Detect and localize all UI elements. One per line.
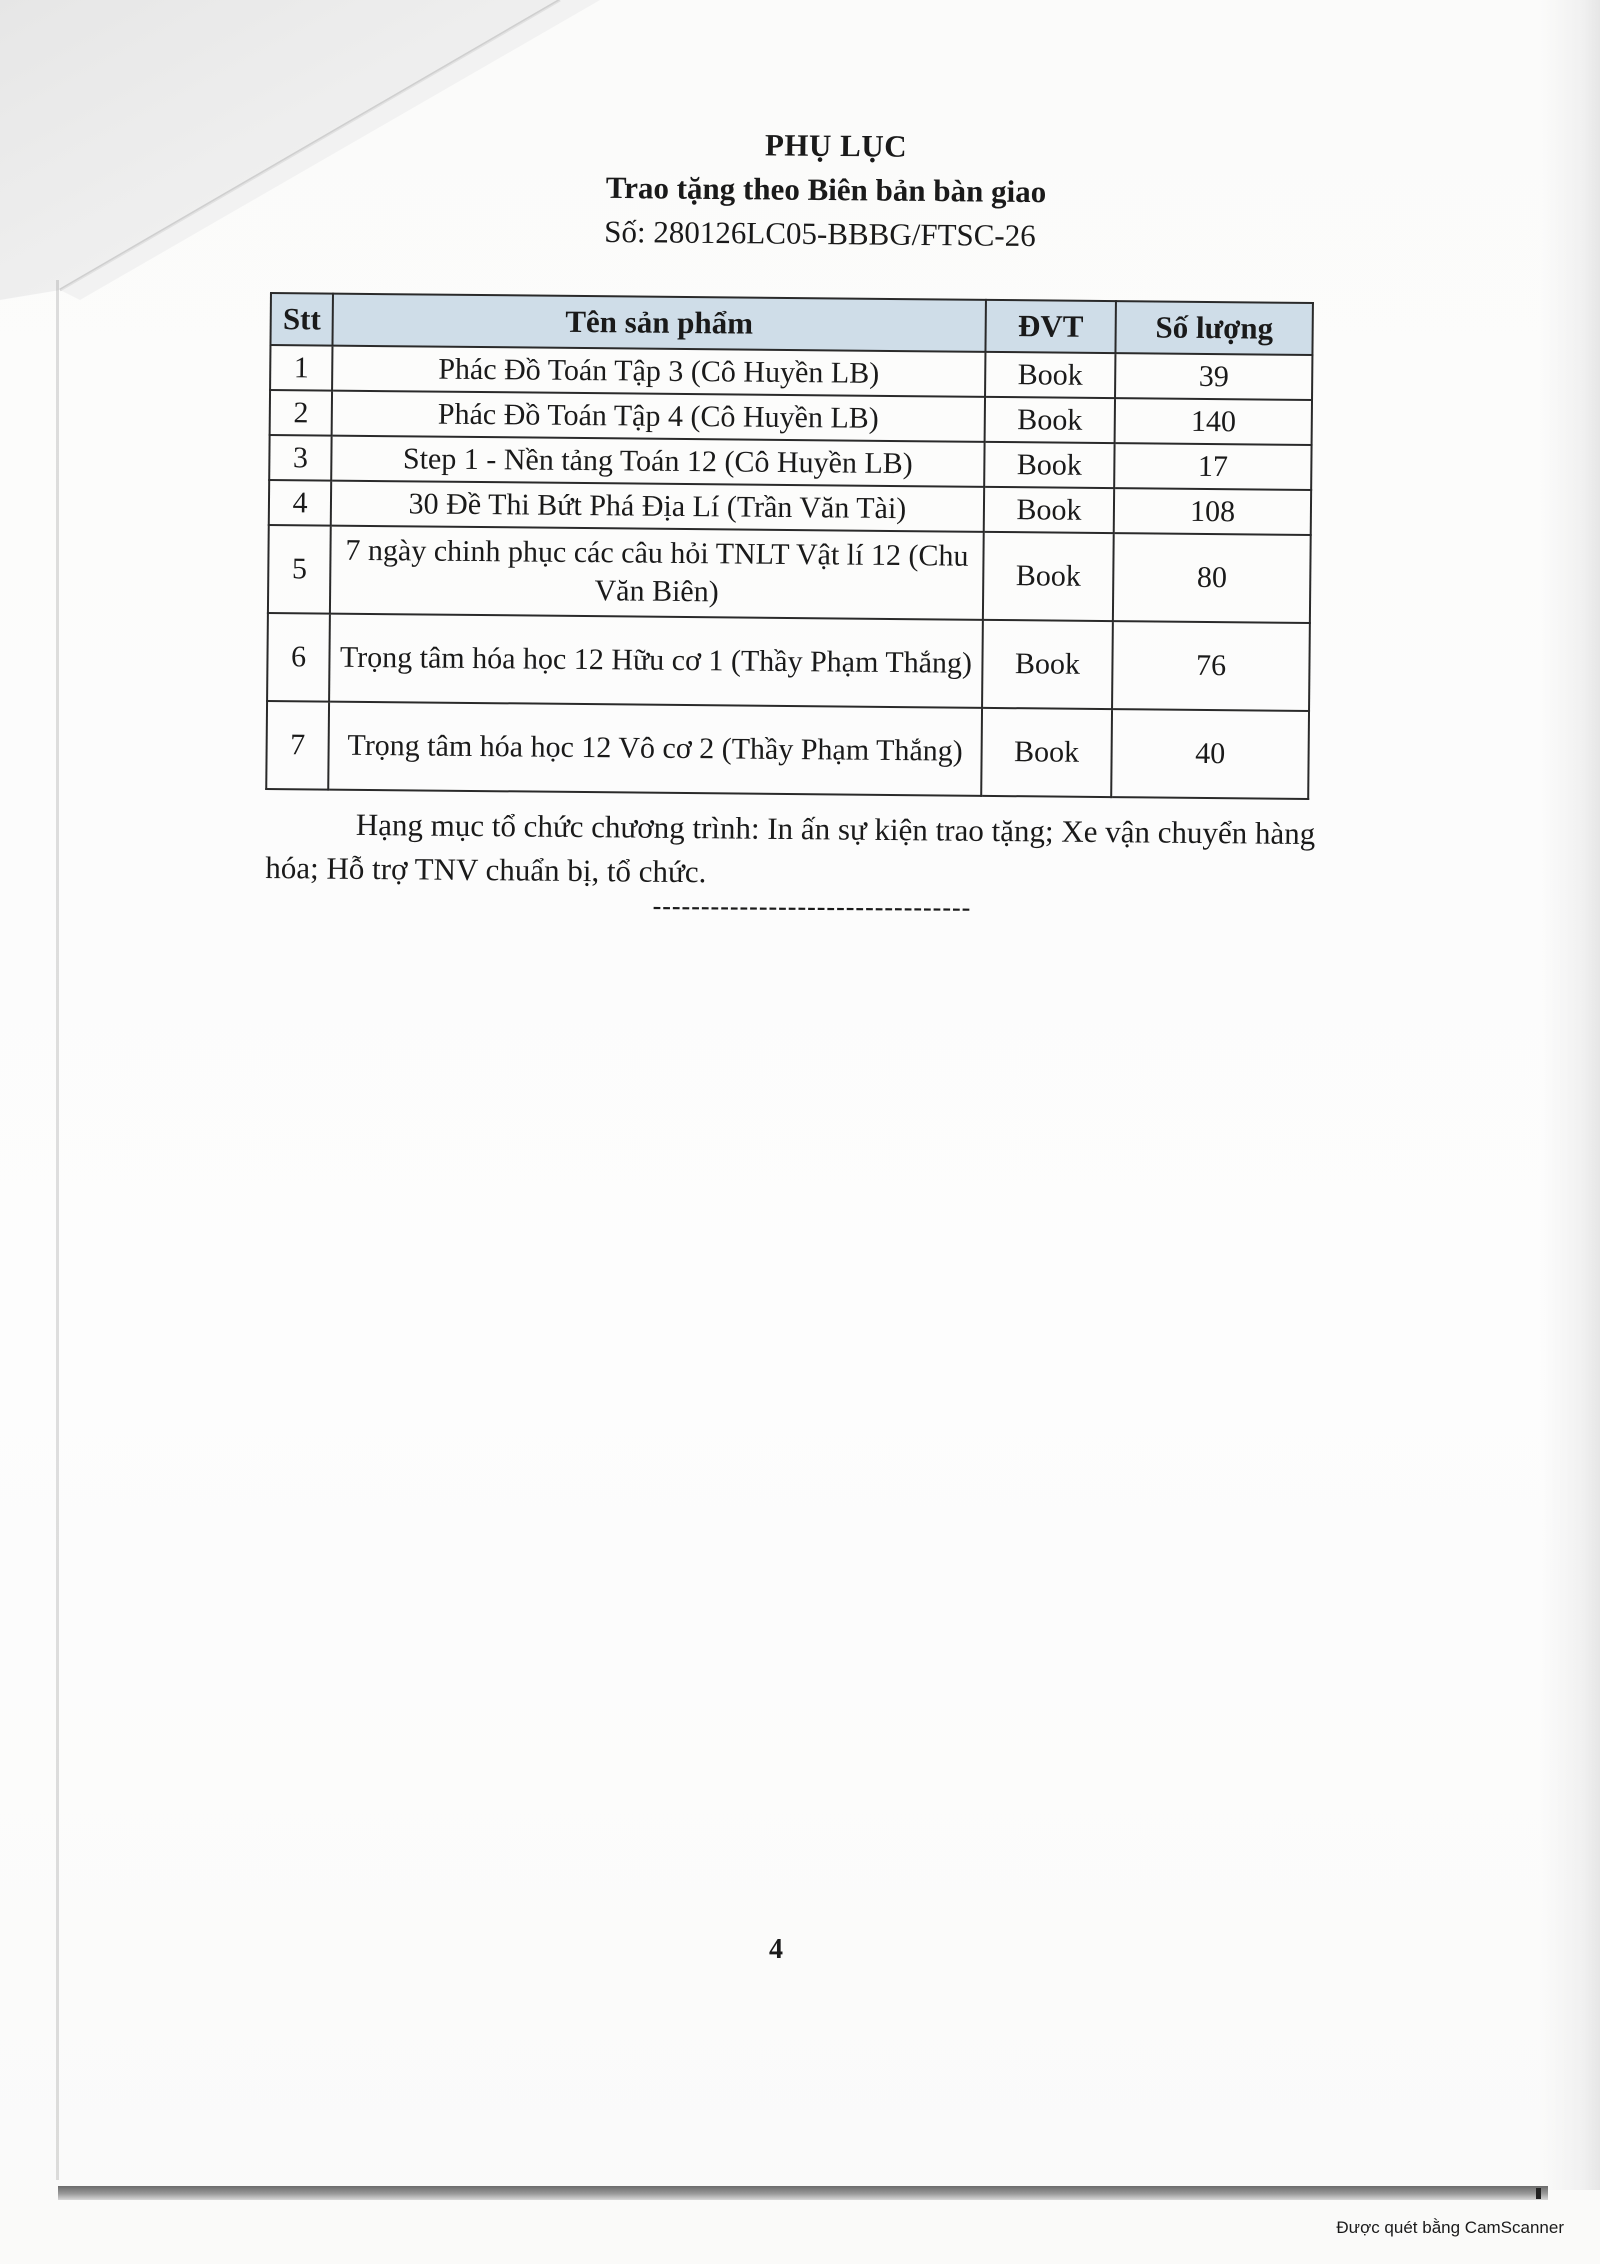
header-quantity: Số lượng xyxy=(1116,301,1313,355)
table-row xyxy=(266,701,1309,799)
document-title: PHỤ LỤC xyxy=(764,127,908,164)
table-row xyxy=(268,525,1311,623)
product-table xyxy=(265,292,1314,800)
cell-unit: Book xyxy=(984,442,1115,488)
document-subtitle: Trao tặng theo Biên bản bàn giao xyxy=(605,169,1047,210)
cell-unit: Book xyxy=(984,397,1115,443)
table-row xyxy=(267,613,1310,711)
header-stt: Stt xyxy=(270,293,333,346)
product-table-container xyxy=(265,292,1314,800)
cell-product-name: Phác Đồ Toán Tập 4 (Cô Huyền LB) xyxy=(332,391,985,442)
cell-product-name: Trọng tâm hóa học 12 Hữu cơ 1 (Thầy Phạm Thắng) xyxy=(329,614,982,708)
cell-unit: Book xyxy=(985,352,1116,398)
page-number: 4 xyxy=(769,1934,783,1965)
cell-stt: 6 xyxy=(267,613,330,702)
header-unit: ĐVT xyxy=(985,300,1116,353)
cell-product-name: Trọng tâm hóa học 12 Vô cơ 2 (Thầy Phạm Thắng) xyxy=(328,702,981,796)
cell-product-name: 7 ngày chinh phục các câu hỏi TNLT Vật lí 12 (Chu Văn Biên) xyxy=(330,526,983,620)
cell-unit: Book xyxy=(983,532,1114,621)
cell-quantity: 108 xyxy=(1114,488,1311,535)
cell-product-name: Step 1 - Nền tảng Toán 12 (Cô Huyền LB) xyxy=(331,436,984,487)
cell-quantity: 80 xyxy=(1113,533,1311,623)
cell-quantity: 39 xyxy=(1115,353,1312,400)
dashed-separator: --------------------------------- xyxy=(652,891,972,922)
cell-stt: 3 xyxy=(269,435,332,481)
cell-product-name: 30 Đề Thi Bứt Phá Địa Lí (Trần Văn Tài) xyxy=(331,481,984,532)
cell-stt: 5 xyxy=(268,525,331,614)
page-bottom-edge xyxy=(58,2186,1548,2200)
cell-product-name: Phác Đồ Toán Tập 3 (Cô Huyền LB) xyxy=(332,346,985,397)
scan-edge-mark xyxy=(1536,2188,1541,2199)
cell-stt: 1 xyxy=(270,345,333,391)
cell-unit: Book xyxy=(981,708,1112,797)
cell-stt: 7 xyxy=(266,701,329,790)
header-product-name: Tên sản phẩm xyxy=(333,294,986,352)
cell-stt: 4 xyxy=(269,480,332,526)
cell-quantity: 140 xyxy=(1115,398,1312,445)
cell-unit: Book xyxy=(983,487,1114,533)
cell-quantity: 40 xyxy=(1111,709,1309,799)
program-items-note: Hạng mục tổ chức chương trình: In ấn sự kiện trao tặng; Xe vận chuyển hàng hóa; Hỗ trợ TNV chuẩn bị, tổ chức. xyxy=(265,806,1316,890)
cell-quantity: 17 xyxy=(1114,443,1311,490)
cell-quantity: 76 xyxy=(1112,621,1310,711)
scanner-watermark: Được quét bằng CamScanner xyxy=(1336,2218,1564,2237)
cell-stt: 2 xyxy=(270,390,333,436)
cell-unit: Book xyxy=(982,620,1113,709)
document-number: Số: 280126LC05-BBBG/FTSC-26 xyxy=(604,213,1036,254)
